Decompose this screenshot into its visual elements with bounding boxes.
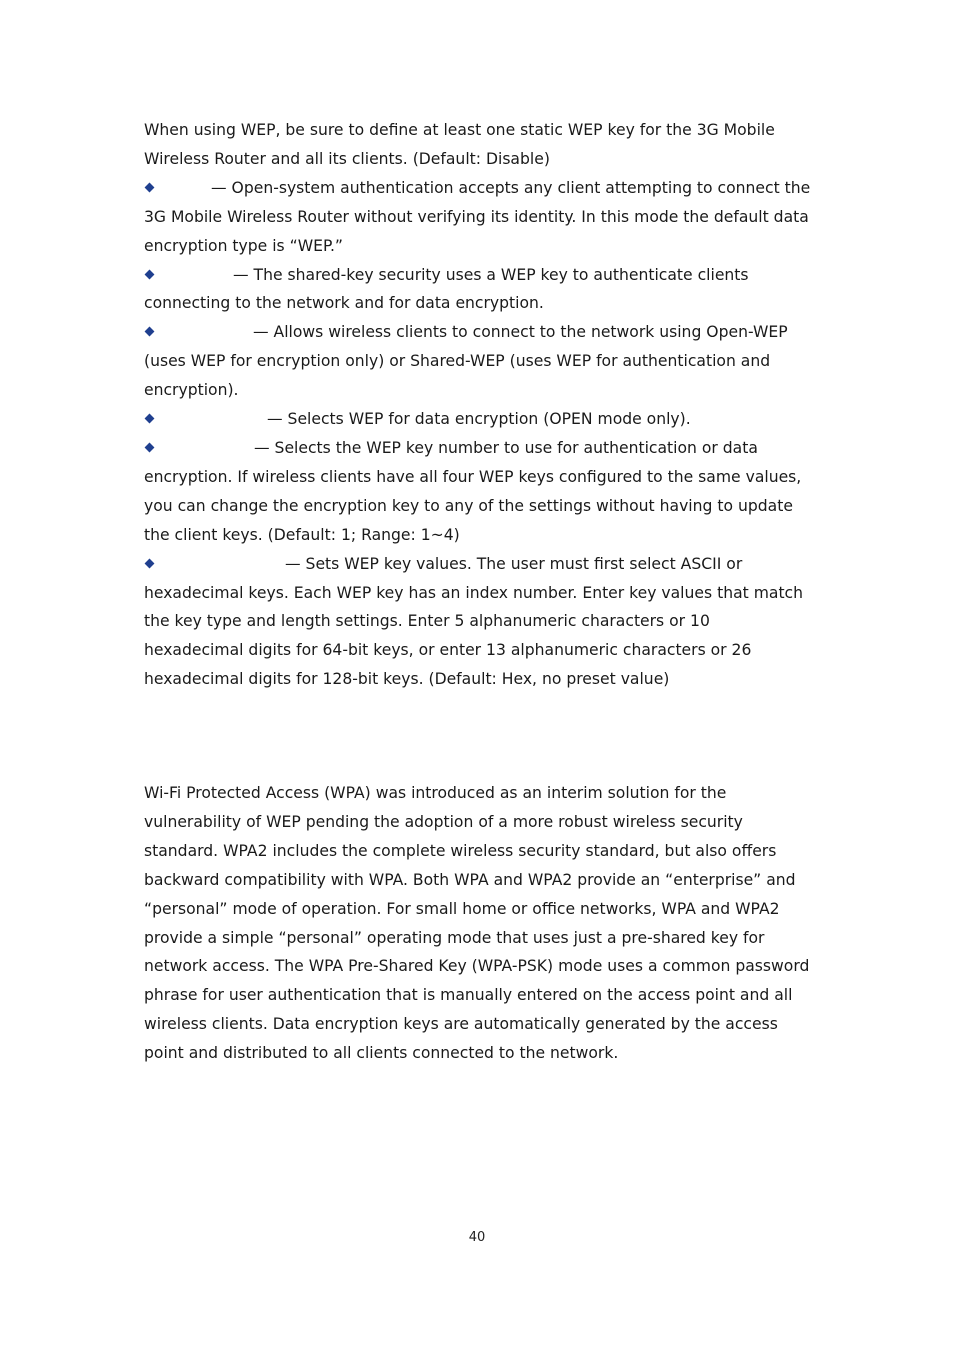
wep-intro-paragraph: When using WEP, be sure to define at least one static WEP key for the 3G Mobile Wireless Router and all its clients. (Default: Disable) xyxy=(144,121,775,168)
wep-section xyxy=(144,116,814,694)
diamond-bullet-icon xyxy=(145,558,155,568)
diamond-bullet-icon xyxy=(145,182,155,192)
list-item-key-values xyxy=(144,550,814,695)
list-item-text: — Open-system authentication accepts any client attempting to connect the 3G Mobile Wireless Router without verifying its identity. In this mode the default data encryption type is “WEP.” xyxy=(144,178,811,255)
diamond-bullet-icon xyxy=(145,269,155,279)
diamond-bullet-icon xyxy=(145,443,155,453)
list-item-key-number xyxy=(144,434,814,550)
list-item-text: — Sets WEP key values. The user must first select ASCII or hexadecimal keys. Each WEP key has an index number. Enter key values that match the key type and length settings. Enter 5 alphanumeric characters or 10 hexadecimal digits for 64-bit keys, or enter 13 alphanumeric characters or 26 hexadecimal digits for 128-bit keys. (Default: Hex, no preset value) xyxy=(144,554,804,689)
diamond-bullet-icon xyxy=(145,327,155,337)
diamond-bullet-icon xyxy=(145,414,155,424)
list-item-encryption xyxy=(144,405,814,434)
list-item-text: — Allows wireless clients to connect to the network using Open-WEP (uses WEP for encryption only) or Shared-WEP (uses WEP for authentication and encryption). xyxy=(144,323,788,400)
list-item-auto xyxy=(144,318,814,405)
list-item-open-system xyxy=(144,174,814,261)
list-item-text: — The shared-key security uses a WEP key to authenticate clients connecting to the network and for data encryption. xyxy=(144,265,749,313)
list-item-shared-key xyxy=(144,261,814,319)
list-item-text: — Selects the WEP key number to use for authentication or data encryption. If wireless clients have all four WEP keys configured to the same values, you can change the encryption key to any of the settings without having to update the client keys. (Default: 1; Range: 1~4) xyxy=(144,438,802,544)
wpa-paragraph: Wi-Fi Protected Access (WPA) was introduced as an interim solution for the vulnerability of WEP pending the adoption of a more robust wireless security standard. WPA2 includes the complete wireless security standard, but also offers backward compatibility with WPA. Both WPA and WPA2 provide an “enterprise” and “personal” mode of operation. For small home or office networks, WPA and WPA2 provide a simple “personal” operating mode that uses just a pre-shared key for network access. The WPA Pre-Shared Key (WPA-PSK) mode uses a common password phrase for user authentication that is manually entered on the access point and all wireless clients. Data encryption keys are automatically generated by the access point and distributed to all clients connected to the network. xyxy=(144,784,810,1063)
list-item-text: — Selects WEP for data encryption (OPEN mode only). xyxy=(267,410,691,429)
wpa-section xyxy=(144,779,814,1068)
page-number: 40 xyxy=(468,1230,486,1245)
